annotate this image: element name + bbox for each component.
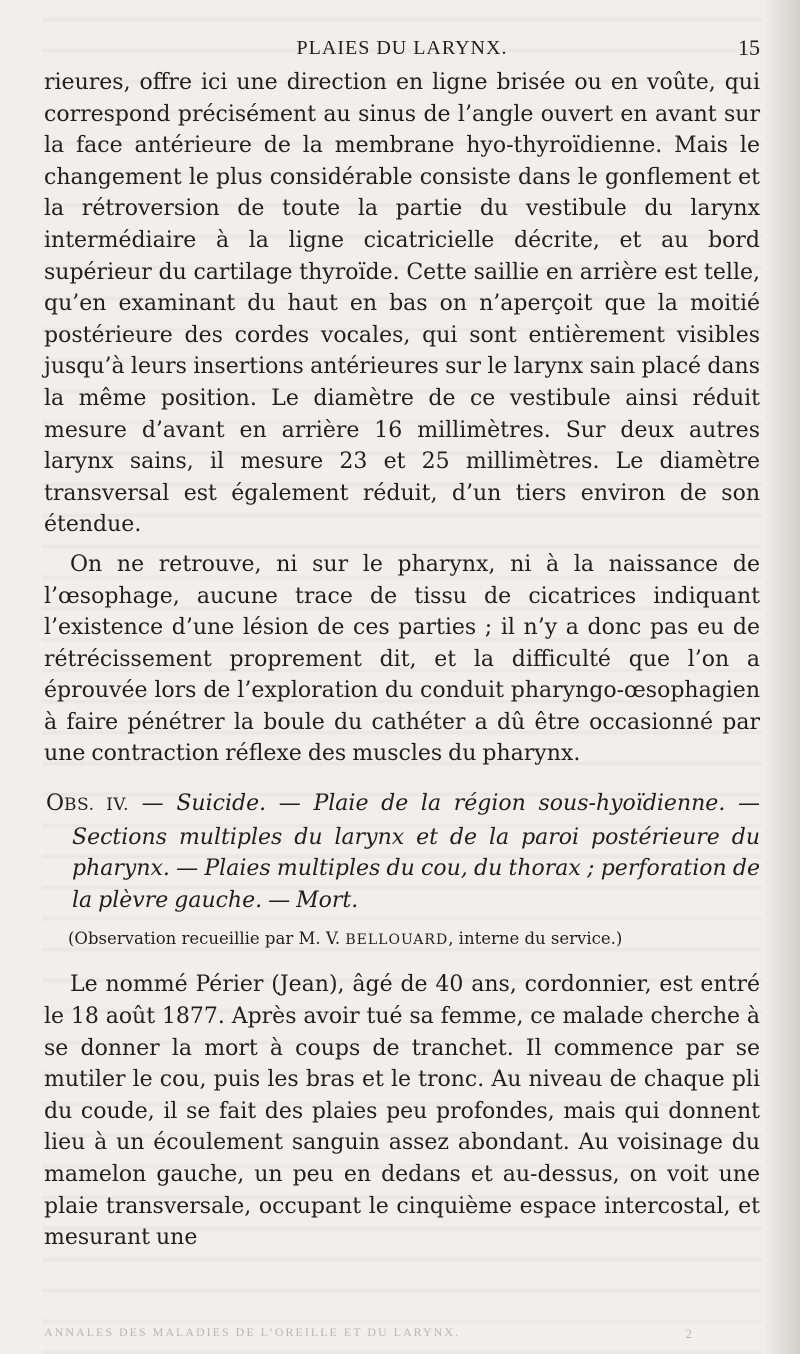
observation-note-suffix: , interne du service.) <box>448 929 623 949</box>
observation-title: — Suicide. — Plaie de la région sous-hyoïdienne. — Sections multiples du larynx et de la paroi postérieure du pharynx. — Plaies multiples du cou, du thorax ; perforation de la plèvre gauche. — Mort. <box>72 791 760 913</box>
observation-label <box>46 791 129 816</box>
paragraph-1: rieures, offre ici une direction en ligne brisée ou en voûte, qui correspond précisément au sinus de l’angle ouvert en avant sur la face antérieure de la membrane hyo-thyroïdienne. Mais le changement le plus considérable consiste dans le gonflement et la rétroversion de toute la partie du vestibule du larynx intermédiaire à la ligne cicatricielle décrite, et au bord supérieur du cartilage thyroïde. Cette saillie en arrière est telle, qu’en examinant du haut en bas on n’aperçoit que la moitié postérieure des cordes vocales, qui sont entièrement visibles jusqu’à leurs insertions antérieures sur le larynx sain placé dans la même position. Le diamètre de ce vestibule ainsi réduit mesure d’avant en arrière 16 millimètres. Sur deux autres larynx sains, il mesure 23 et 25 millimètres. Le diamètre transversal est également réduit, d’un tiers environ de son étendue. <box>44 70 760 538</box>
paragraph-3: Le nommé Périer (Jean), âgé de 40 ans, cordonnier, est entré le 18 août 1877. Après avoir tué sa femme, ce malade cherche à se donner la mort à coups de tranchet. Il commence par se mutiler le cou, puis les bras et le tronc. Au niveau de chaque pli du coude, il se fait des plaies peu profondes, mais qui donnent lieu à un écoulement sanguin assez abondant. Au voisinage du mamelon gauche, un peu en dedans et au-dessus, on voit une plaie transversale, occupant le cinquième espace intercostal, et mesurant une <box>44 972 760 1251</box>
running-header <box>44 34 760 62</box>
observation-heading <box>44 788 760 916</box>
observation-note-author: BELLOUARD <box>345 932 449 949</box>
footer-signature-number: 2 <box>685 1326 692 1341</box>
observation-note <box>44 926 760 953</box>
page-body <box>44 67 760 1254</box>
page-edge-shadow <box>762 0 800 1354</box>
observation-label-rest: BS. IV. <box>64 795 129 816</box>
paragraph-2: On ne retrouve, ni sur le pharynx, ni à la naissance de l’œsophage, aucune trace de tissu de cicatrices indiquant l’existence d’une lésion de ces parties ; il n’y a donc pas eu de rétrécissement proprement dit, et la difficulté que l’on a éprouvée lors de l’exploration du conduit pharyngo-œsophagien à faire pénétrer la boule du cathéter a dû être occasionné par une contraction réflexe des muscles du pharynx. <box>44 551 760 767</box>
running-title: PLAIES DU LARYNX. <box>296 36 508 59</box>
page-number: 15 <box>738 35 760 60</box>
observation-note-prefix: (Observation recueillie par M. V. <box>68 929 346 949</box>
footer-signature: ANNALES DES MALADIES DE L’OREILLE ET DU LARYNX. <box>44 1325 460 1339</box>
observation-label-initial: O <box>46 791 65 817</box>
